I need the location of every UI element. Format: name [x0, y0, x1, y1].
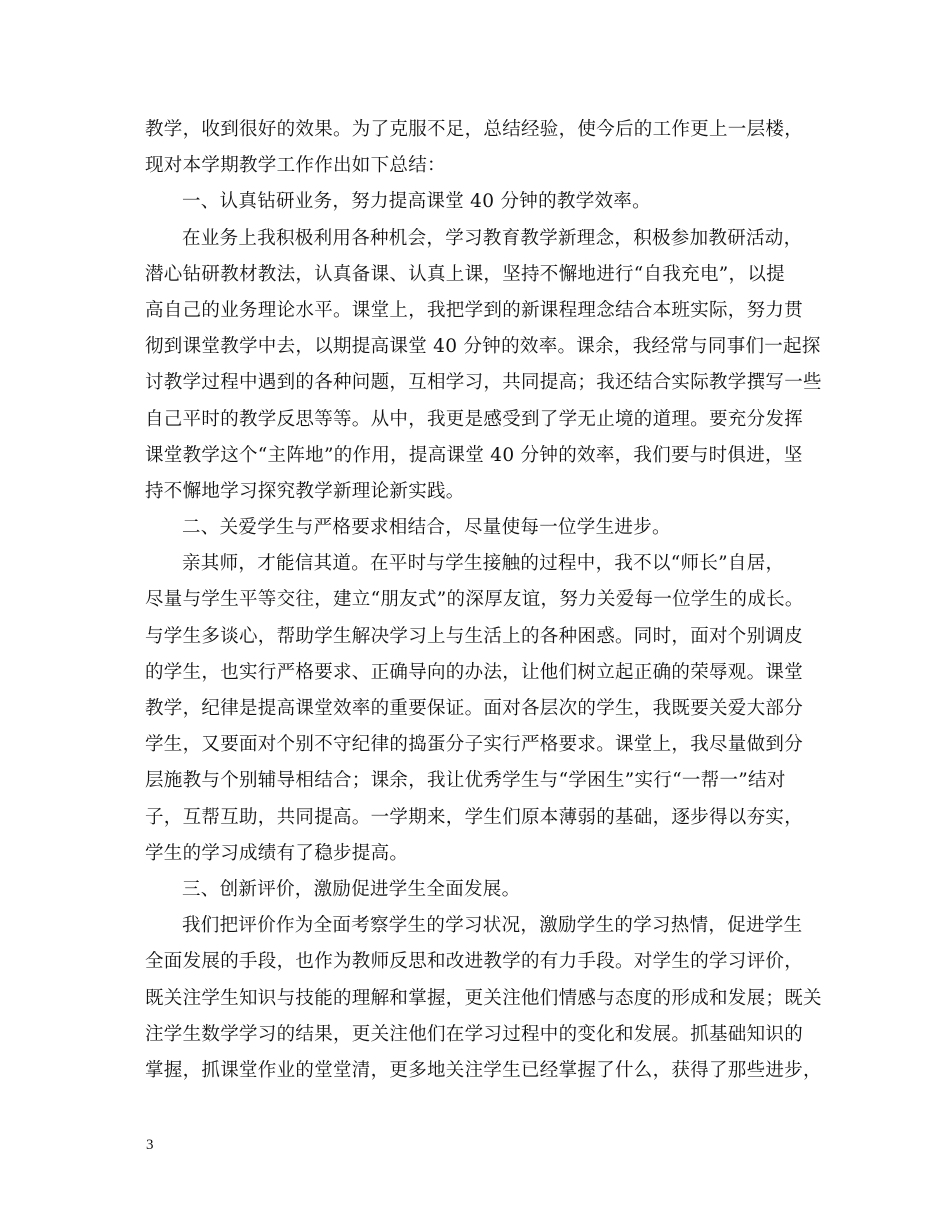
text-line: 与学生多谈心，帮助学生解决学习上与生活上的各种困惑。同时，面对个别调皮	[145, 625, 804, 647]
text-line: 子，互帮互助，共同提高。一学期来，学生们原本薄弱的基础，逐步得以夯实，	[145, 806, 804, 828]
text-line: 层施教与个别辅导相结合；课余，我让优秀学生与“学困生”实行“一帮一”结对	[145, 770, 786, 792]
text-line: 掌握，抓课堂作业的堂堂清，更多地关注学生已经掌握了什么，获得了那些进步，	[145, 1059, 822, 1081]
text-line: 持不懈地学习探究教学新理论新实践。	[145, 480, 465, 502]
text-line: 学生，又要面对个别不守纪律的捣蛋分子实行严格要求。课堂上，我尽量做到分	[145, 734, 804, 756]
text-line: 学生的学习成绩有了稳步提高。	[145, 842, 409, 864]
text-line: 教学，纪律是提高课堂效率的重要保证。面对各层次的学生，我既要关爱大部分	[145, 698, 804, 719]
text-line: 既关注学生知识与技能的理解和掌握，更关注他们情感与态度的形成和发展；既关	[145, 987, 822, 1009]
text-line: 注学生数学学习的结果，更关注他们在学习过程中的变化和发展。抓基础知识的	[145, 1023, 804, 1045]
text-line: 亲其师，才能信其道。在平时与学生接触的过程中，我不以“师长”自居，	[182, 553, 785, 575]
text-line: 自己平时的教学反思等等。从中，我更是感受到了学无止境的道理。要充分发挥	[145, 408, 804, 430]
text-line: 一、认真钻研业务，努力提高课堂 40 分钟的教学效率。	[182, 191, 651, 213]
text-line: 三、创新评价，激励促进学生全面发展。	[182, 878, 521, 900]
text-line: 讨教学过程中遇到的各种问题，互相学习，共同提高；我还结合实际教学撰写一些	[145, 372, 822, 394]
text-line: 现对本学期教学工作作出如下总结：	[145, 155, 446, 177]
text-line: 全面发展的手段，也作为教师反思和改进教学的有力手段。对学生的学习评价，	[145, 951, 804, 973]
page-number: 3	[146, 1137, 154, 1153]
text-line: 教学，收到很好的效果。为了克服不足，总结经验，使今后的工作更上一层楼，	[145, 119, 804, 140]
text-line: 我们把评价作为全面考察学生的学习状况，激励学生的学习热情，促进学生	[182, 915, 803, 937]
text-line: 的学生，也实行严格要求、正确导向的办法，让他们树立起正确的荣辱观。课堂	[145, 661, 804, 683]
text-line: 高自己的业务理论水平。课堂上，我把学到的新课程理念结合本班实际，努力贯	[145, 299, 804, 321]
text-line: 尽量与学生平等交往，建立“朋友式”的深厚友谊，努力关爱每一位学生的成长。	[145, 589, 804, 611]
text-line: 彻到课堂教学中去，以期提高课堂 40 分钟的效率。课余，我经常与同事们一起探	[145, 336, 821, 358]
body-text	[145, 112, 822, 1089]
text-line: 课堂教学这个“主阵地”的作用，提高课堂 40 分钟的效率，我们要与时俱进，坚	[145, 444, 803, 466]
text-line: 在业务上我积极利用各种机会，学习教育教学新理念，积极参加教研活动，	[182, 227, 803, 249]
text-line: 二、关爱学生与严格要求相结合，尽量使每一位学生进步。	[182, 517, 671, 539]
text-line: 潜心钻研教材教法，认真备课、认真上课，坚持不懈地进行“自我充电”，以提	[145, 263, 785, 285]
